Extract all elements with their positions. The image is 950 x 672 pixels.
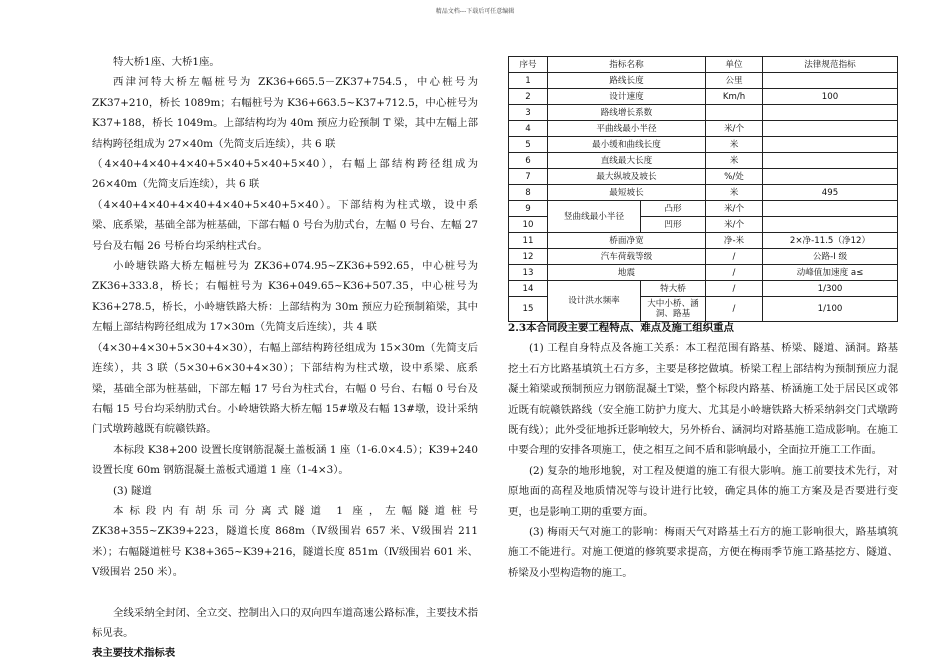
- cell-no: 7: [509, 169, 548, 185]
- cell-no: 9: [509, 201, 548, 217]
- paragraph: (2) 复杂的地形地貌，对工程及便道的施工有很大影响。施工前要技术先行，对原地面的高程及地质情况等与设计进行比较，确定具体的施工方案及是否要进行变更，也是影响工期的重要方面。: [508, 464, 898, 518]
- cell-no: 11: [509, 233, 548, 249]
- cell-no: 2: [509, 89, 548, 105]
- table-row: [509, 169, 898, 185]
- cell-unit: /: [706, 297, 763, 322]
- cell-value: [763, 137, 898, 153]
- paragraph: 全线采纳全封闭、全立交、控制出入口的双向四车道高速公路标准，主要技术指标见表。: [92, 606, 478, 639]
- cell-name: 路线长度: [548, 73, 706, 89]
- col-header: 指标名称: [548, 57, 706, 73]
- cell-value: 1/300: [763, 281, 898, 297]
- cell-name: 平曲线最小半径: [548, 121, 706, 137]
- table-row: [509, 89, 898, 105]
- paragraph: (3) 梅雨天气对施工的影响：梅雨天气对路基土石方的施工影响很大，路基填筑施工不能进行。对施工便道的修筑要求提高，方便在梅雨季节施工路基挖方、隧道、桥梁及小型构造物的施工。: [508, 526, 898, 579]
- cell-no: 10: [509, 217, 548, 233]
- cell-unit: [706, 105, 763, 121]
- cell-sub: 特大桥: [641, 281, 706, 297]
- cell-unit: /: [706, 281, 763, 297]
- cell-unit: Km/h: [706, 89, 763, 105]
- cell-no: 1: [509, 73, 548, 89]
- cell-value: 2×净-11.5（净12）: [763, 233, 898, 249]
- cell-unit: 米/个: [706, 121, 763, 137]
- cell-value: [763, 105, 898, 121]
- paragraph: （4×30+4×30+5×30+4×30），右幅上部结构跨径组成为 15×30m（先简支后连续），共 3 联（5×30+6×30+4×30）；下部结构为柱式墩，设中系梁、底系梁，基础全部为桩基础，下部左幅 17 号台为柱式台，右幅 0 号台、右幅 0 号台及右幅 15 号台均采纳肋式台。小岭塘铁路大桥左幅 15#墩及右幅 13#墩，设计采纳门式墩跨越既有皖赣铁路。: [92, 341, 478, 436]
- table-row: [509, 233, 898, 249]
- cell-value: [763, 201, 898, 217]
- table-row: [509, 249, 898, 265]
- cell-name: 直线最大长度: [548, 153, 706, 169]
- cell-sub: 大中小桥、涵洞、路基: [641, 297, 706, 322]
- paragraph: （4×40+4×40+4×40+5×40+5×40+5×40），右幅上部结构跨径组成为 26×40m（先简支后连续），共 6 联: [92, 158, 478, 191]
- left-column: [92, 52, 478, 664]
- spec-table: [508, 56, 898, 322]
- cell-unit: 米: [706, 153, 763, 169]
- col-header: 法律规范指标: [763, 57, 898, 73]
- cell-name: 汽车荷载等级: [548, 249, 706, 265]
- cell-name: 地震: [548, 265, 706, 281]
- cell-unit: 公里: [706, 73, 763, 89]
- cell-no: 3: [509, 105, 548, 121]
- cell-name: 最短坡长: [548, 185, 706, 201]
- cell-name: 桥面净宽: [548, 233, 706, 249]
- cell-unit: 米: [706, 185, 763, 201]
- cell-name: 最小缓和曲线长度: [548, 137, 706, 153]
- table-row: [509, 137, 898, 153]
- cell-value: [763, 73, 898, 89]
- cell-no: 6: [509, 153, 548, 169]
- cell-unit: 米/个: [706, 217, 763, 233]
- cell-no: 8: [509, 185, 548, 201]
- cell-group: 竖曲线最小半径: [548, 201, 641, 233]
- table-row: [509, 201, 898, 217]
- cell-value: [763, 153, 898, 169]
- cell-value: 公路-Ⅰ 级: [763, 249, 898, 265]
- col-header: 序号: [509, 57, 548, 73]
- cell-unit: %/处: [706, 169, 763, 185]
- table-row: [509, 265, 898, 281]
- cell-no: 5: [509, 137, 548, 153]
- cell-no: 4: [509, 121, 548, 137]
- cell-sub: 凹形: [641, 217, 706, 233]
- right-column: [508, 318, 898, 583]
- cell-value: 1/100: [763, 297, 898, 322]
- cell-value: [763, 217, 898, 233]
- table-row: [509, 281, 898, 297]
- paragraph: （4×40+4×40+4×40+4×40+5×40+5×40）。下部结构为柱式墩，设中系梁、底系梁，基础全部为桩基础，下部右幅 0 号台为肋式台，左幅 0 号台、左幅 27 号台及右幅 26 号桥台均采纳柱式台。: [92, 198, 478, 252]
- cell-unit: /: [706, 249, 763, 265]
- table-row: [509, 73, 898, 89]
- cell-no: 14: [509, 281, 548, 297]
- cell-no: 15: [509, 297, 548, 322]
- cell-value: 动峰值加速度 a≤: [763, 265, 898, 281]
- cell-unit: 净-米: [706, 233, 763, 249]
- table-caption: 表主要技术指标表: [92, 647, 176, 660]
- cell-name: 最大纵坡及坡长: [548, 169, 706, 185]
- cell-value: [763, 121, 898, 137]
- section-title: 2.3本合同段主要工程特点、难点及施工组织重点: [508, 322, 734, 334]
- cell-sub: 凸形: [641, 201, 706, 217]
- paragraph: 特大桥1座、大桥1座。: [113, 56, 220, 68]
- subheading: (3) 隧道: [113, 484, 152, 497]
- cell-group: 设计洪水频率: [548, 281, 641, 322]
- page-header: 精品文档---下载后可任意编辑: [435, 8, 515, 15]
- table-header-row: [509, 57, 898, 73]
- cell-unit: 米/个: [706, 201, 763, 217]
- col-header: 单位: [706, 57, 763, 73]
- paragraph: 本标段内有胡乐司分离式隧道 1 座，左幅隧道桩号 ZK38+355~ZK39+223，隧道长度 868m（Ⅳ级围岩 657 米、Ⅴ级围岩 211 米）；右幅隧道桩号 K38+365~K39+216，隧道长度 851m（Ⅳ级围岩 601 米、Ⅴ级围岩 250 米）。: [92, 504, 478, 579]
- cell-value: 495: [763, 185, 898, 201]
- cell-no: 12: [509, 249, 548, 265]
- cell-no: 13: [509, 265, 548, 281]
- table-row: [509, 105, 898, 121]
- paragraph: (1) 工程自身特点及各施工关系：本工程范围有路基、桥梁、隧道、涵洞。路基挖土石方比路基填筑土石方多，主要是移挖做填。桥梁工程上部结构为预制预应力混凝土箱梁或预制预应力钢筋混凝土T梁，整个标段内路基、桥涵施工处于居民区或邻近既有皖赣铁路线（安全施工防护力度大、尤其是小岭塘铁路大桥采纳斜交门式墩跨既有线）；此外受征地拆迁影响较大，另外桥台、涵洞均对路基施工造成影响。在施工中要合理的安排各项施工，使之相互之间不盾和影响最小，全面拉开施工工作面。: [508, 342, 898, 457]
- paragraph: 西津河特大桥左幅桩号为 ZK36+665.5－ZK37+754.5，中心桩号为 ZK37+210，桥长 1089m；右幅桩号为 K36+663.5~K37+712.5，中心桩号为 K37+188，桥长 1049m。上部结构均为 40m 预应力砼预制 T 梁，其中左幅上部结构跨径组成为 27×40m（先简支后连续），共 6 联: [92, 76, 478, 150]
- cell-value: [763, 169, 898, 185]
- table-row: [509, 121, 898, 137]
- cell-name: 路线增长系数: [548, 105, 706, 121]
- cell-unit: 米: [706, 137, 763, 153]
- cell-name: 设计速度: [548, 89, 706, 105]
- paragraph: 本标段 K38+200 设置长度钢筋混凝土盖板涵 1 座（1-6.0×4.5）；K39+240 设置长度 60m 钢筋混凝土盖板式通道 1 座（1-4×3）。: [92, 443, 478, 477]
- table-row: [509, 185, 898, 201]
- paragraph: 小岭塘铁路大桥左幅桩号为 ZK36+074.95~ZK36+592.65，中心桩号为 ZK36+333.8，桥长；右幅桩号为 K36+049.65~K36+507.35，中心桩号为 K36+278.5，桥长，小岭塘铁路大桥：上部结构为 30m 预应力砼预制箱梁，其中左幅上部结构跨径组成为 17×30m（先简支后连续），共 4 联: [92, 260, 478, 334]
- cell-unit: /: [706, 265, 763, 281]
- cell-value: 100: [763, 89, 898, 105]
- table-row: [509, 153, 898, 169]
